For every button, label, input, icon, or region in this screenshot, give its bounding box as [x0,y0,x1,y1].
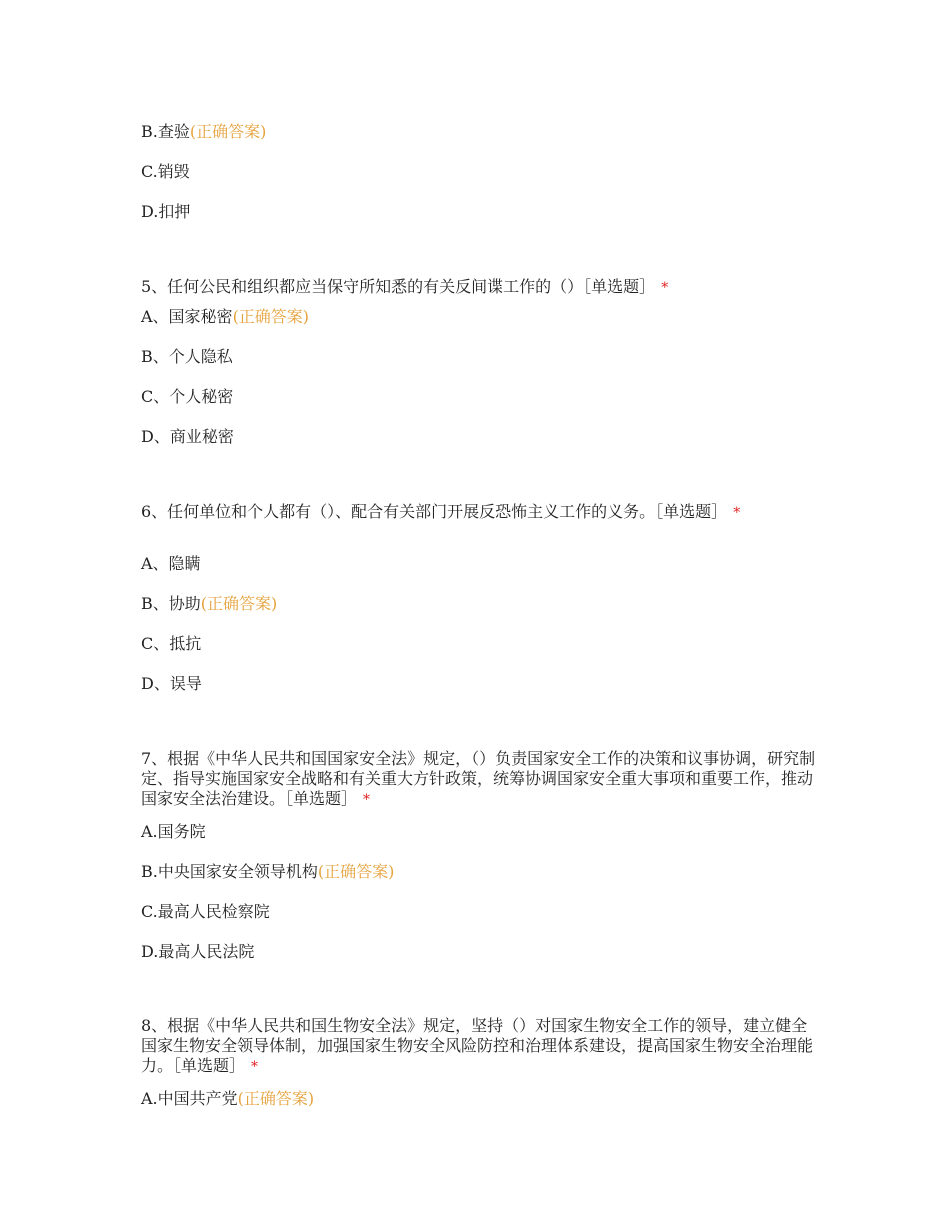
option-text: A、隐瞒 [141,554,201,573]
option-5-b [141,347,233,367]
required-mark: * [733,505,741,521]
option-text: D、误导 [141,674,202,693]
required-mark: * [661,280,669,296]
question-text: 5、任何公民和组织都应当保守所知悉的有关反间谍工作的（）［单选题］ [141,277,656,296]
option-prev-b [141,122,266,142]
option-text: C、抵抗 [141,634,202,653]
option-text: A.国务院 [141,822,206,841]
option-text: B、个人隐私 [141,347,233,366]
option-text: B、协助 [141,594,201,613]
option-5-a [141,307,309,327]
correct-answer-tag: (正确答案) [189,122,267,141]
question-8-title [141,1016,821,1077]
option-text: B.查验 [141,122,190,141]
option-text: D.最高人民法院 [141,942,255,961]
option-6-b [141,594,277,614]
option-text: D.扣押 [141,202,191,221]
question-7-title [141,749,821,810]
option-5-d [141,427,234,447]
option-prev-c [141,162,190,182]
option-6-d [141,674,202,694]
question-6-title [141,502,821,523]
correct-answer-tag: (正确答案) [317,862,395,881]
option-7-d [141,942,254,962]
option-text: B.中央国家安全领导机构 [141,862,318,881]
option-6-a [141,554,201,574]
option-7-c [141,902,270,922]
option-text: D、商业秘密 [141,427,234,446]
question-text: 7、根据《中华人民共和国国家安全法》规定，（）负责国家安全工作的决策和议事协调，研究制定、指导实施国家安全战略和有关重大方针政策，统筹协调国家安全重大事项和重要工作，推动国家安全法治建设。［单选题］ [141,749,816,808]
option-6-c [141,634,201,654]
option-7-a [141,822,206,842]
option-prev-d [141,202,190,222]
option-text: C.最高人民检察院 [141,902,270,921]
question-text: 6、任何单位和个人都有（）、配合有关部门开展反恐怖主义工作的义务。［单选题］ [141,502,728,521]
required-mark: * [363,792,371,808]
option-text: C.销毁 [141,162,190,181]
correct-answer-tag: (正确答案) [237,1089,315,1108]
correct-answer-tag: (正确答案) [200,594,278,613]
option-text: A、国家秘密 [141,307,233,326]
option-text: A.中国共产党 [141,1089,238,1108]
correct-answer-tag: (正确答案) [232,307,310,326]
question-5-title [141,277,821,298]
required-mark: * [251,1059,259,1075]
option-8-a [141,1089,314,1109]
option-7-b [141,862,394,882]
question-text: 8、根据《中华人民共和国生物安全法》规定，坚持（）对国家生物安全工作的领导，建立健全国家生物安全领导体制，加强国家生物安全风险防控和治理体系建设，提高国家生物安全治理能力。［单选题］ [141,1016,814,1075]
option-5-c [141,387,233,407]
option-text: C、个人秘密 [141,387,234,406]
